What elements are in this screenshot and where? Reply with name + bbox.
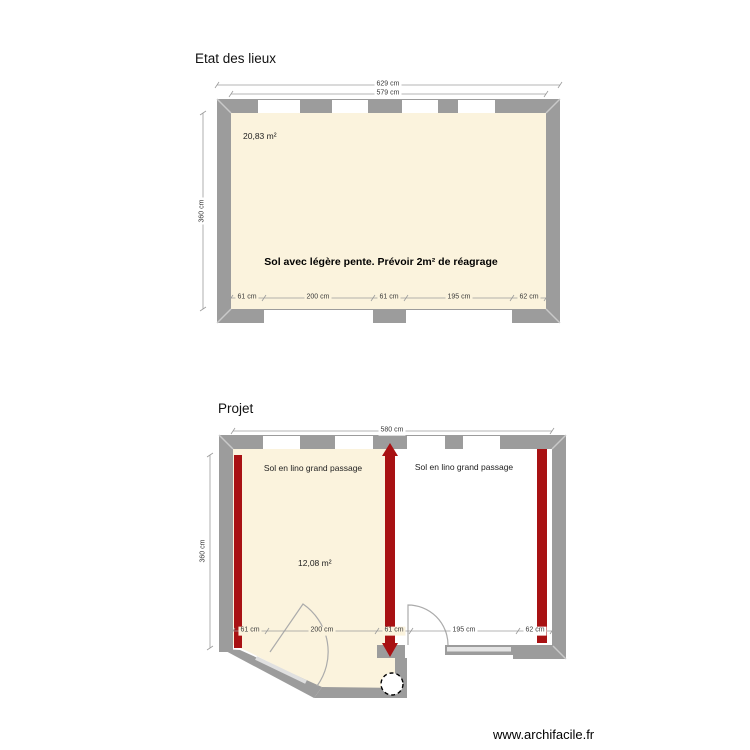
projet-left-room-label: Sol en lino grand passage xyxy=(263,463,363,473)
projet-height-dim: 360 cm xyxy=(199,539,207,563)
plan-etat-title: Etat des lieux xyxy=(195,51,277,66)
projet-right-room-floor xyxy=(395,449,552,645)
plan-projet-title: Projet xyxy=(218,401,254,416)
etat-bottom-dim-1: 61 cm xyxy=(237,293,257,301)
projet-bottom-dim-4: 195 cm xyxy=(452,626,476,634)
projet-width-dim: 580 cm xyxy=(380,426,404,434)
projet-bottom-dim-3: 61 cm xyxy=(384,626,404,634)
column-marker-circle xyxy=(381,673,403,695)
etat-bottom-dim-2: 200 cm xyxy=(306,293,330,301)
projet-bottom-dim-2: 200 cm xyxy=(310,626,334,634)
etat-floor-note: Sol avec légère pente. Prévoir 2m² de réagrage xyxy=(264,256,498,268)
plan-etat-drawing xyxy=(200,82,562,323)
etat-inner-width-dim: 579 cm xyxy=(376,89,400,97)
projet-bottom-dim-1: 61 cm xyxy=(240,626,260,634)
projet-right-room-label: Sol en lino grand passage xyxy=(414,462,514,472)
projet-area-label: 12,08 m² xyxy=(298,558,332,568)
red-wall-strip-right xyxy=(537,449,547,643)
etat-area-label: 20,83 m² xyxy=(243,131,277,141)
etat-bottom-dim-3: 61 cm xyxy=(379,293,399,301)
projet-bottom-window xyxy=(447,647,511,652)
red-wall-strip-left xyxy=(234,455,242,648)
etat-height-dim: 360 cm xyxy=(198,199,206,223)
etat-room-floor xyxy=(231,113,546,309)
etat-bottom-dim-5: 62 cm xyxy=(519,293,539,301)
archifacile-watermark: www.archifacile.fr xyxy=(493,727,595,742)
projet-bottom-dim-5: 62 cm xyxy=(525,626,545,634)
projet-left-room-floor xyxy=(233,449,395,688)
etat-outer-width-dim: 629 cm xyxy=(376,80,400,88)
etat-bottom-dim-4: 195 cm xyxy=(447,293,471,301)
